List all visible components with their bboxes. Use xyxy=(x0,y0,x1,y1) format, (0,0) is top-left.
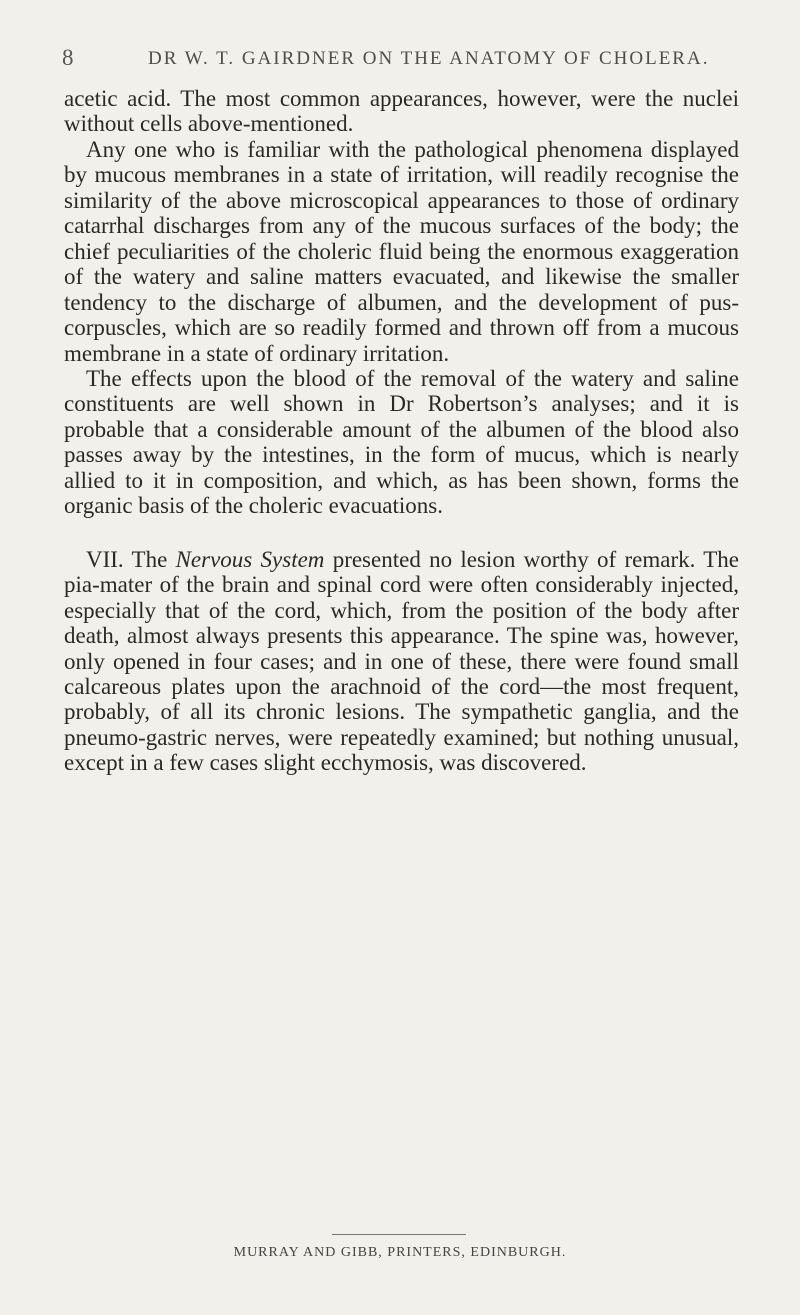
section-vii-nervous-system xyxy=(64,547,739,776)
paragraph-mucous-membranes: Any one who is familiar with the pathological phenomena displayed by mucous membranes in a state of irritation, will readily recognise the similarity of the above microscopical appearances to those of ordinary catarrhal discharges from any of the mucous surfaces of the body; the chief peculiarities of the choleric fluid being the enormous exaggeration of the watery and saline matters evacuated, and likewise the smaller tendency to the discharge of albumen, and the development of pus-corpuscles, which are so readily formed and thrown off from a mucous membrane in a state of ordinary irritation. xyxy=(64,136,739,366)
section-vii-text: presented no lesion worthy of remark. The pia-mater of the brain and spinal cord were often considerably injected, especially that of the cord, which, from the position of the body after death, almost always presents this appearance. The spine was, however, only opened in four cases; and in one of these, there were found small calcareous plates upon the arachnoid of the cord—the most frequent, probably, of all its chronic lesions. The sympathetic ganglia, and the pneumo-gastric nerves, were repeatedly examined; but nothing unusual, except in a few cases slight ecchymosis, was discovered. xyxy=(64,546,739,776)
printer-imprint: MURRAY AND GIBB, PRINTERS, EDINBURGH. xyxy=(233,1245,567,1260)
footer-rule xyxy=(332,1234,466,1235)
paragraph-acetic-acid: acetic acid. The most common appearances, however, were the nuclei without cells above-mentioned. xyxy=(64,86,739,137)
page-number: 8 xyxy=(62,45,74,70)
body-text xyxy=(64,86,739,776)
paragraph-blood-effects: The effects upon the blood of the removal of the watery and saline constituents are well shown in Dr Robertson’s analyses; and it is probable that a considerable amount of the albumen of the blood also passes away by the intestines, in the form of mucus, which is nearly allied to it in composition, and which, as has been shown, forms the organic basis of the choleric evacuations. xyxy=(64,365,739,519)
section-vii-title: Nervous System xyxy=(175,546,325,572)
running-header xyxy=(62,45,738,75)
running-title: DR W. T. GAIRDNER ON THE ANATOMY OF CHOLERA. xyxy=(148,48,710,69)
section-vii-lead: VII. The xyxy=(86,546,176,572)
